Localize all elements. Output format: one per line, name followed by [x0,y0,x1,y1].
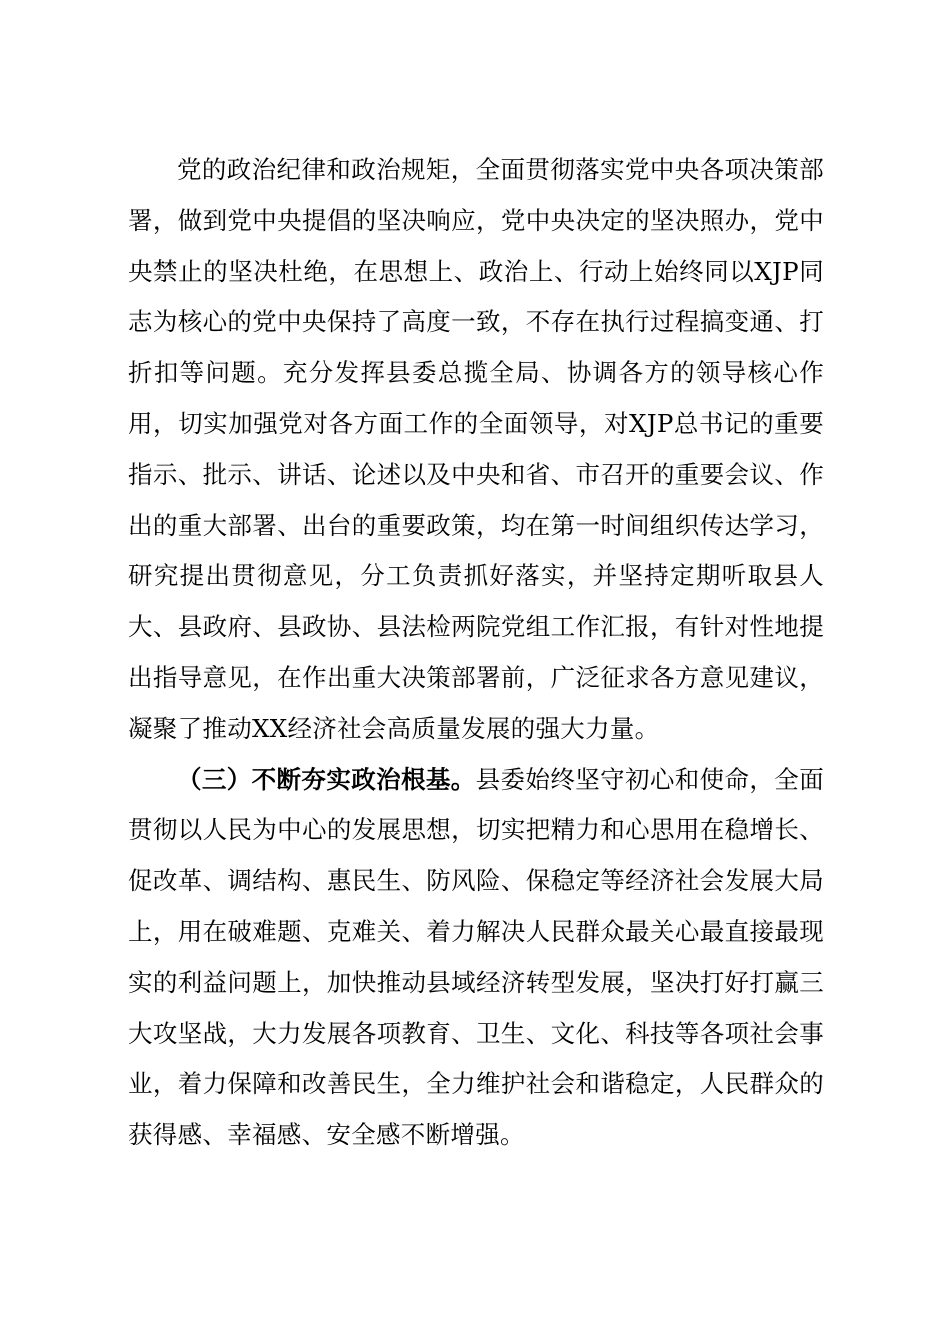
paragraph-party-discipline [128,145,824,755]
section-body-text: 县委始终坚守初心和使命，全面贯彻以人民为中心的发展思想，切实把精力和心思用在稳增长、促改革、调结构、惠民生、防风险、保稳定等经济社会发展大局上，用在破难题、克难关、着力解决人民群众最关心最直接最现实的利益问题上，加快推动县域经济转型发展，坚决打好打赢三大攻坚战，大力发展各项教育、卫生、文化、科技等各项社会事业，着力保障和改善民生，全力维护社会和谐稳定，人民群众的获得感、幸福感、安全感不断增强。 [128,764,824,1150]
section-heading: （三）不断夯实政治根基。 [177,764,476,794]
paragraph-section-3 [128,755,824,1161]
paragraph-text: 党的政治纪律和政治规矩，全面贯彻落实党中央各项决策部署，做到党中央提倡的坚决响应，党中央决定的坚决照办，党中央禁止的坚决杜绝，在思想上、政治上、行动上始终同以XJP同志为核心的党中央保持了高度一致，不存在执行过程搞变通、打折扣等问题。充分发挥县委总揽全局、协调各方的领导核心作用，切实加强党对各方面工作的全面领导，对XJP总书记的重要指示、批示、讲话、论述以及中央和省、市召开的重要会议、作出的重大部署、出台的重要政策，均在第一时间组织传达学习，研究提出贯彻意见，分工负责抓好落实，并坚持定期听取县人大、县政府、县政协、县法检两院党组工作汇报，有针对性地提出指导意见，在作出重大决策部署前，广泛征求各方意见建议，凝聚了推动XX经济社会高质量发展的强大力量。 [128,155,824,743]
document-body [128,145,824,1161]
